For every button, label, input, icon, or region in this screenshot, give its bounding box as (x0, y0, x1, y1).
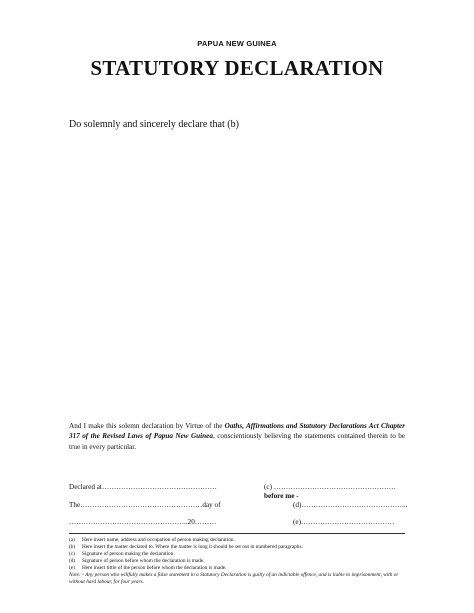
footnote-a: (a) Here insert name, address and occupation of person making declaration. (69, 537, 235, 543)
solemn-pre-text: And I make this solemn declaration by Virtue of the (69, 422, 225, 430)
solemn-post-text: , conscientiously believing the statements contained therein to be true in every particular. (69, 432, 405, 451)
signature-d-line[interactable]: (d)……………………………………... (293, 501, 408, 509)
footnote-b: (b) Here insert the matter declared to. Where the matter is long it should be set out in numbered paragraphs. (69, 544, 303, 550)
title-e-line[interactable]: (e)………………………………… (293, 518, 395, 526)
footnote-d: (d) Signature of person before whom the declaration is made. (69, 558, 205, 564)
act-name: Oaths, Affirmations and Statutory Declarations Act Chapter 317 of the Revised Laws of Papua New Guinea (69, 422, 405, 441)
footnote-divider (69, 533, 405, 534)
footnotes (69, 537, 409, 586)
page-title: STATUTORY DECLARATION (90, 56, 384, 80)
footnote-c: (c) Signature of person making the declaration. (69, 551, 175, 557)
signature-c-line[interactable]: (c) …………………………………………… (264, 483, 396, 491)
before-me-label: before me - (264, 492, 299, 500)
solemn-declaration-paragraph (69, 421, 405, 452)
day-line[interactable]: The……………………………………………day of (69, 501, 221, 509)
footnote-penalty-note: Note: - Any person who willfully makes a false statement in a Statutory Declaration is guilty of an indictable offence, and is liable to imprisonment, with or without hard labour, for four years. (69, 572, 399, 585)
declared-at-line[interactable]: Declared at………………………………………… (69, 483, 217, 491)
footnote-e: (e) Here insert tittle of the person before whom the declaration is made. (69, 565, 227, 571)
declaration-intro: Do solemnly and sincerely declare that (b) (69, 119, 239, 130)
country-heading: PAPUA NEW GUINEA (197, 39, 277, 48)
year-line[interactable]: …………………………………………..20……… (69, 518, 217, 526)
